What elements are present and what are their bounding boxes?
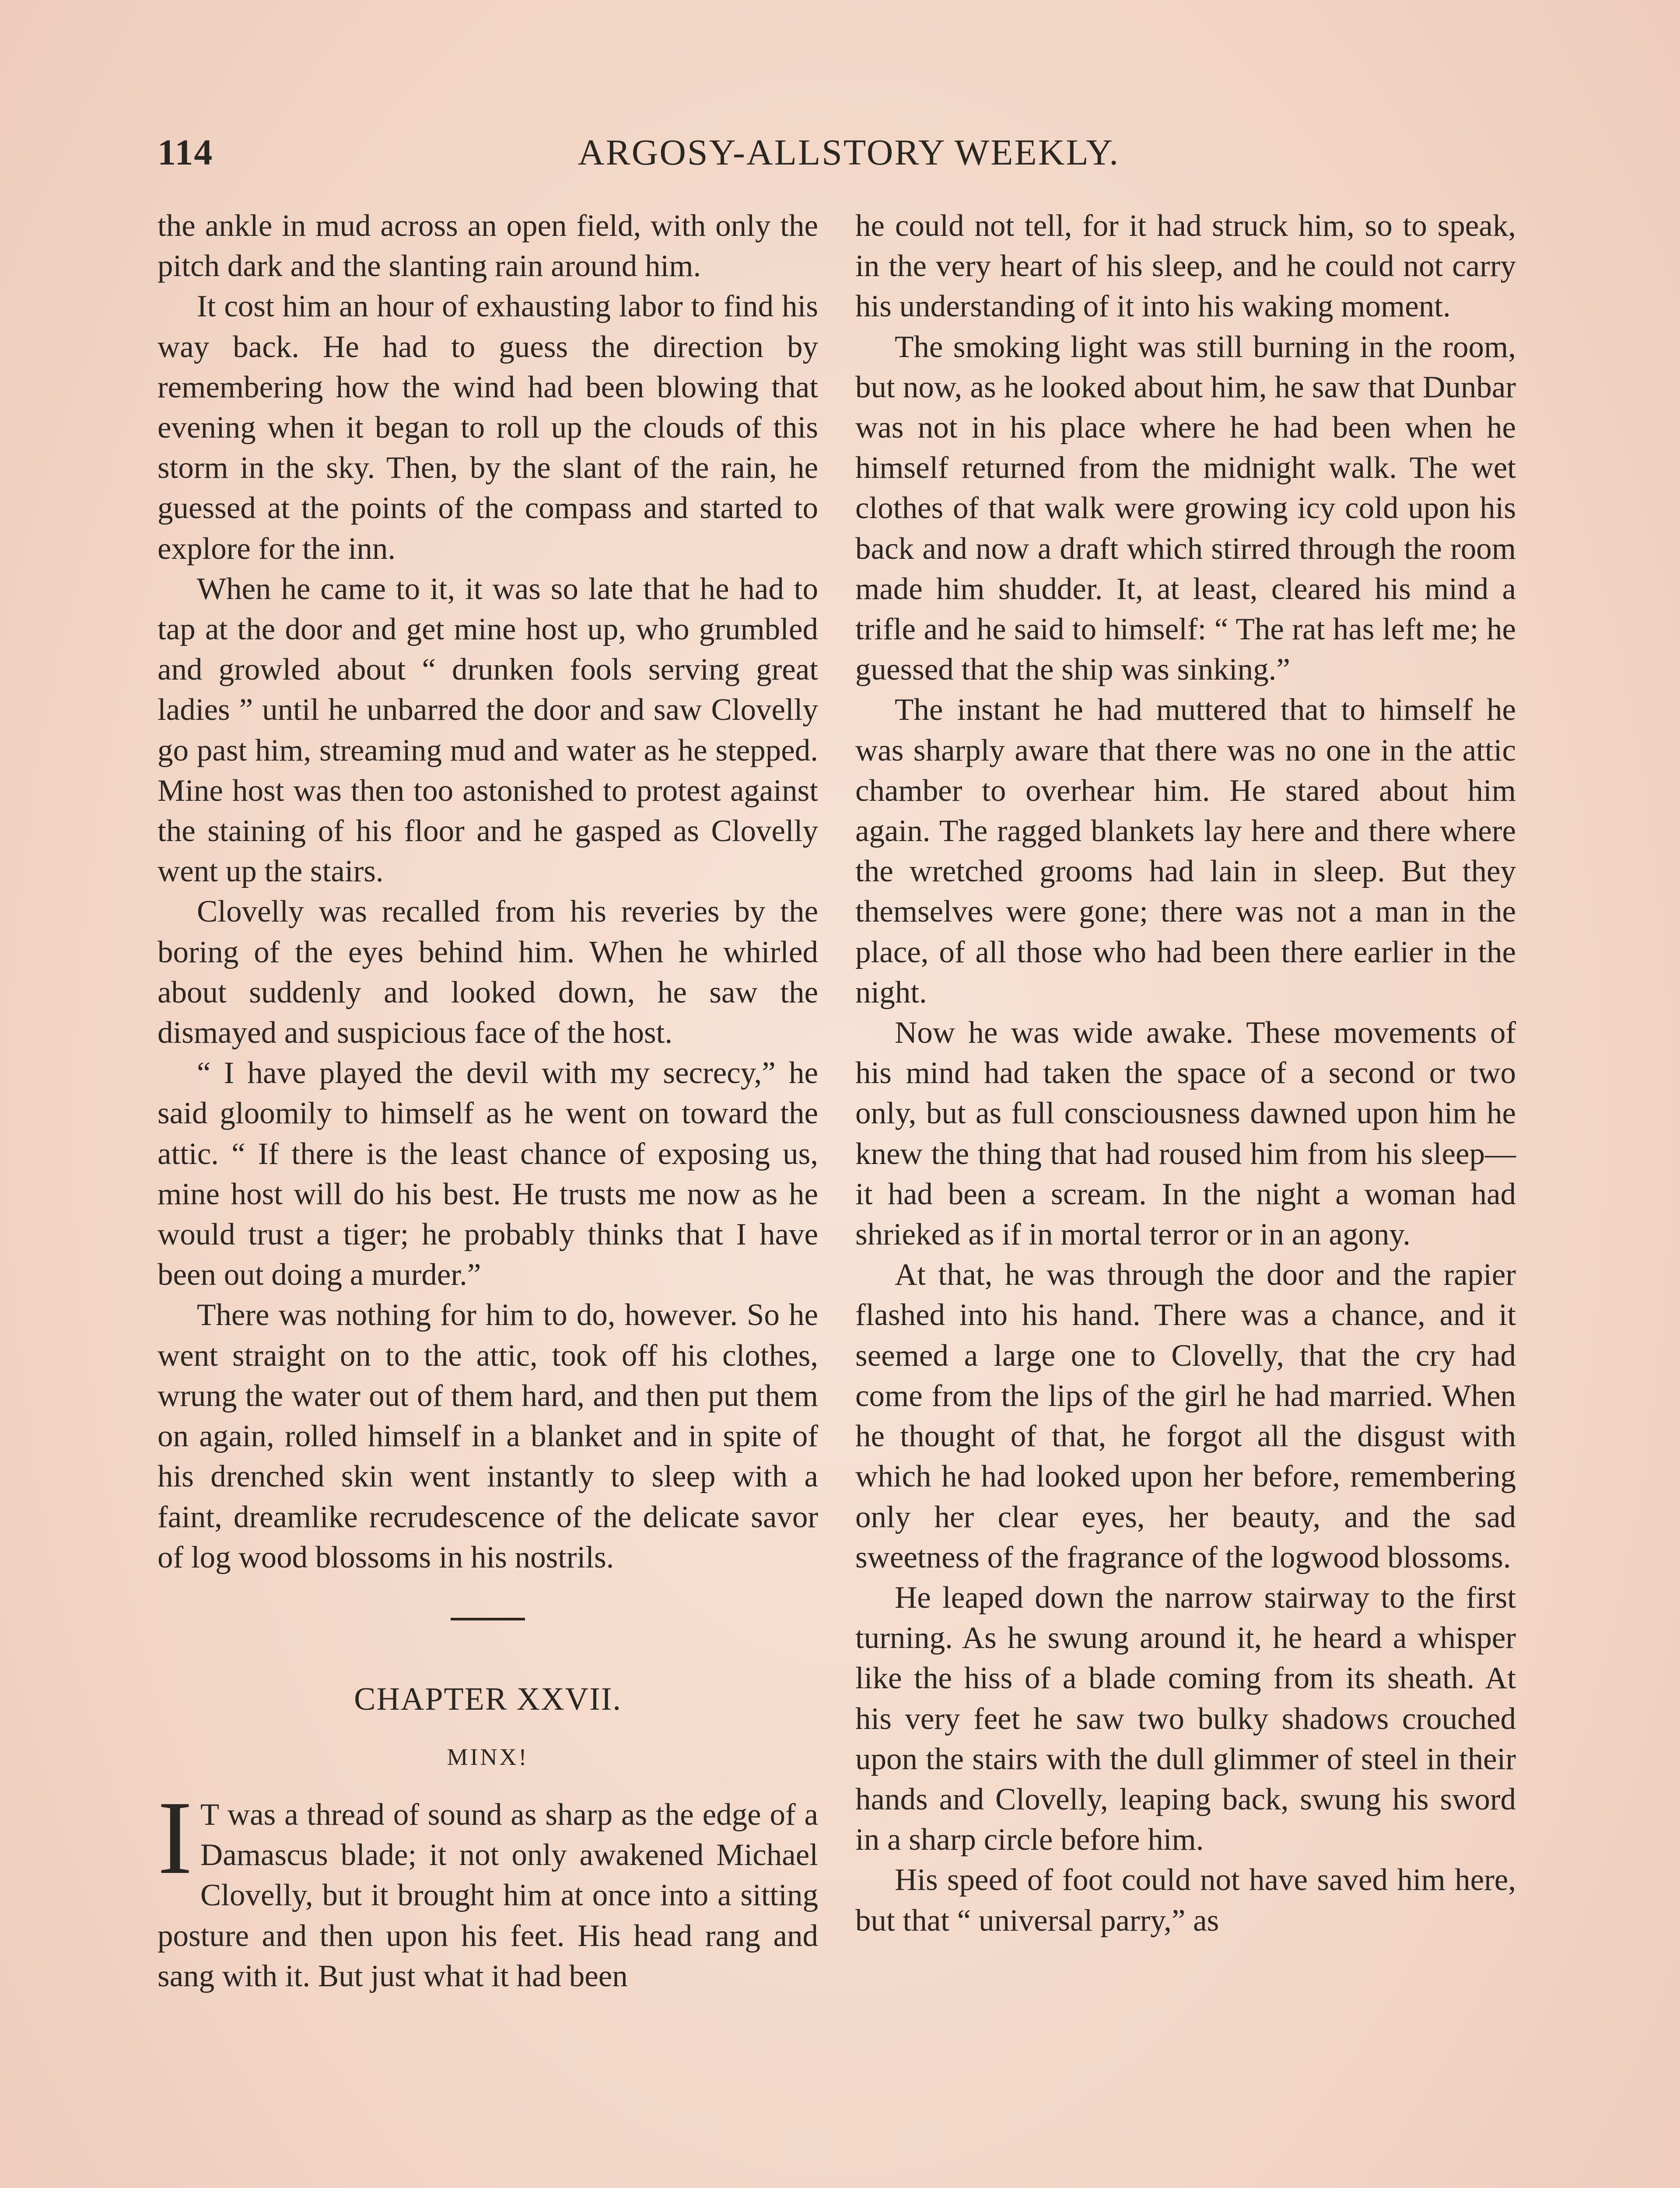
page-header — [158, 131, 1540, 175]
chapter-subtitle: MINX! — [447, 1743, 529, 1770]
paragraph: At that, he was through the door and the rapier flashed into his hand. There was a chance, and it seemed a large one to Clovelly, that the cry had come from the lips of the girl he had married. When he thought of that, he forgot all the disgust with which he had looked upon her before, remembering only her clear eyes, her beauty, and the sad sweetness of the fragrance of the logwood blossoms. — [855, 1258, 1516, 1574]
paragraph: Now he was wide awake. These movements of his mind had taken the space of a second or two only, but as full consciousness dawned upon him he knew the thing that had roused him from his sleep—it had been a scream. In the night a woman had shrieked as if in mortal terror or in an agony. — [855, 1016, 1516, 1252]
paragraph: The smoking light was still burning in the room, but now, as he looked about him, he saw that Dunbar was not in his place where he had been when he himself returned from the midnight walk. The wet clothes of that walk were growing icy cold upon his back and now a draft which stirred through the room made him shudder. It, at least, cleared his mind a trifle and he said to himself: “ The rat has left me; he guessed that the ship was sinking.” — [855, 330, 1516, 687]
paragraph: the ankle in mud across an open field, with only the pitch dark and the slanting rain around him. — [158, 209, 818, 284]
drop-cap: I — [158, 1779, 192, 1896]
running-head: ARGOSY-ALLSTORY WEEKLY. — [578, 132, 1120, 173]
paragraph: He leaped down the narrow stairway to the first turning. As he swung around it, he heard a whisper like the hiss of a blade coming from its sheath. At his very feet he saw two bulky shadows crouched upon the stairs with the dull glimmer of steel in their hands and Clovelly, leaping back, swung his sword in a sharp circle before him. — [855, 1580, 1516, 1857]
paragraph: When he came to it, it was so late that he had to tap at the door and get mine host up, who grumbled and growled about “ drunken fools serving great ladies ” until he unbarred the door and saw Clovelly go past him, streaming mud and water as he stepped. Mine host was then too astonished to protest against the staining of his floor and he gasped as Clovelly went up the stairs. — [158, 572, 818, 889]
chapter-title: CHAPTER XXVII. — [354, 1681, 622, 1717]
page-number: 114 — [158, 132, 214, 173]
paragraph: The instant he had muttered that to himself he was sharply aware that there was no one in the attic chamber to overhear him. He stared about him again. The ragged blankets lay here and there where the wretched grooms had lain in sleep. But they themselves were gone; there was not a man in the place, of all those who had been there earlier in the night. — [855, 693, 1516, 1010]
paragraph: There was nothing for him to do, however. So he went straight on to the attic, took off his clothes, wrung the water out of them hard, and then put them on again, rolled himself in a blanket and in spite of his drenched skin went instantly to sleep with a faint, dreamlike recrudescence of the delicate savor of log wood blossoms in his nostrils. — [158, 1298, 818, 1574]
chapter-opening-paragraph — [158, 1779, 818, 1996]
paragraph: Clovelly was recalled from his reveries by the boring of the eyes behind him. When he whirled about suddenly and looked down, he saw the dismayed and suspicious face of the host. — [158, 894, 818, 1050]
paragraph: It cost him an hour of exhausting labor to find his way back. He had to guess the direction by remembering how the wind had been blowing that evening when it began to roll up the clouds of this storm in the sky. Then, by the slant of the rain, he guessed at the points of the compass and started to explore for the inn. — [158, 289, 818, 566]
left-column — [158, 206, 818, 1996]
paragraph: “ I have played the devil with my secrecy,” he said gloomily to himself as he went on toward the attic. “ If there is the least chance of exposing us, mine host will do his best. He trusts me now as he would trust a tiger; he probably thinks that I have been out doing a murder.” — [158, 1056, 818, 1292]
opening-text: T was a thread of sound as sharp as the edge of a Damascus blade; it not only awakened Michael Clovelly, but it brought him at once into a sitting posture and then upon his feet. His head rang and sang with it. But just what it had been — [158, 1797, 818, 1993]
paragraph: he could not tell, for it had struck him, so to speak, in the very heart of his sleep, and he could not carry his understanding of it into his waking moment. — [855, 209, 1516, 324]
paragraph: His speed of foot could not have saved him here, but that “ universal parry,” as — [855, 1863, 1516, 1938]
section-divider — [451, 1618, 525, 1620]
right-column — [855, 206, 1516, 1941]
